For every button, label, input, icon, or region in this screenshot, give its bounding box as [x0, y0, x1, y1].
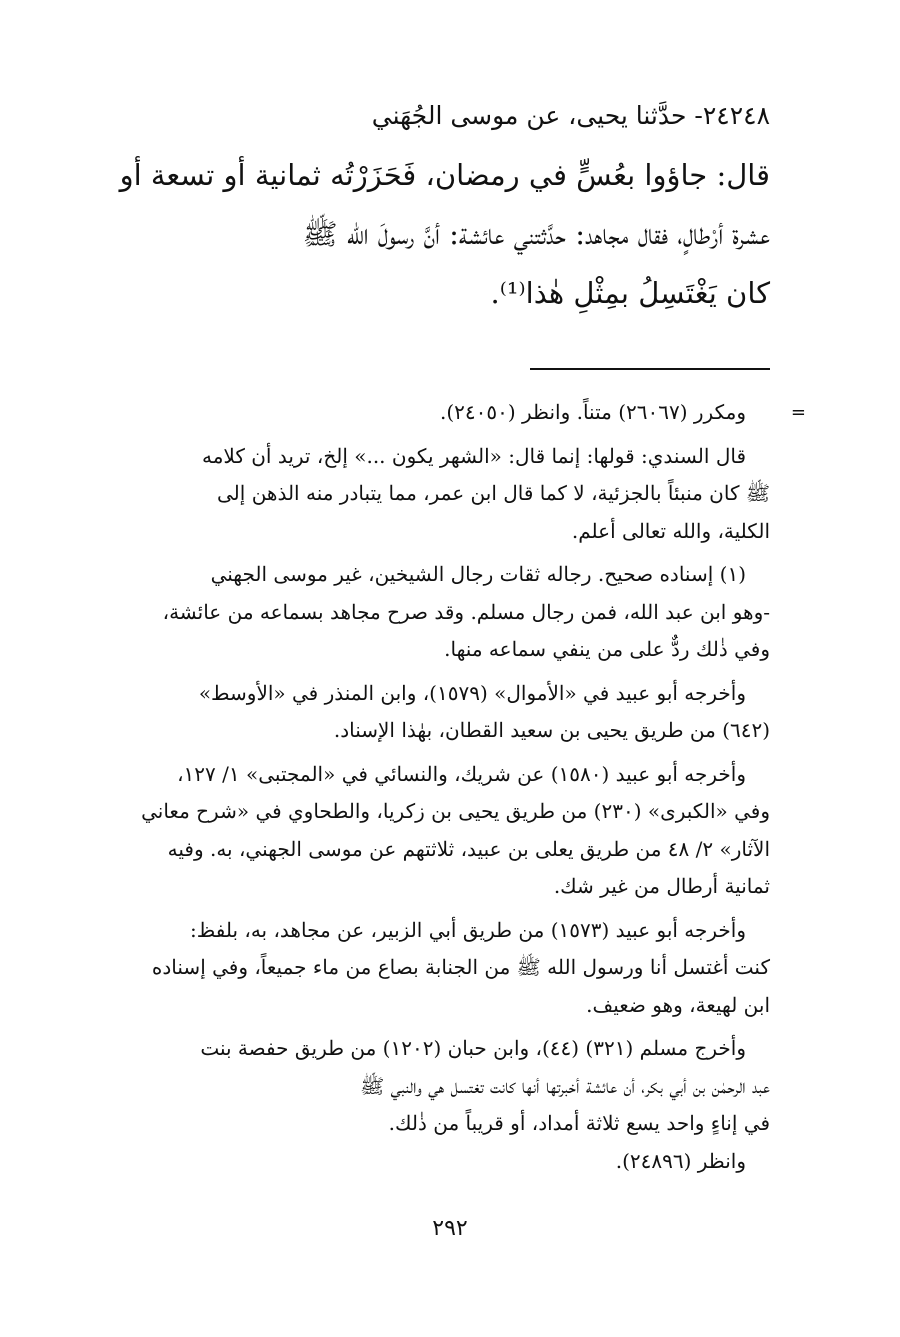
footnote-line: وانظر (٢٤٨٩٦). [615, 1148, 746, 1173]
hadith-line: قال: جاؤوا بعُسٍّ في رمضان، فَحَزَرْتُه ثمانية أو تسعة أو [119, 158, 770, 192]
footnote-paragraph [62, 1030, 770, 1180]
footnotes [62, 394, 806, 1186]
main-text [62, 96, 770, 323]
footnote-1 [62, 556, 770, 669]
footnote-line: ابن لهيعة، وهو ضعيف. [586, 992, 770, 1017]
footnote-line: وفي ذٰلك ردٌّ على من ينفي سماعه منها. [444, 637, 770, 661]
footnote-line: الآثار» ٢/ ٤٨ من طريق يعلى بن عبيد، ثلاثتهم عن موسى الجهني، به. وفيه [167, 836, 770, 861]
footnote-divider [530, 368, 770, 370]
footnote-paragraph [62, 912, 770, 1025]
hadith-heading: ٢٤٢٤٨- حدَّثنا يحيى، عن موسى الجُهَني [371, 101, 770, 130]
footnote-line: (١) إسناده صحيح. رجاله ثقات رجال الشيخين، غير موسى الجهني [210, 562, 746, 586]
footnote-line: وأخرج مسلم (٣٢١) (٤٤)، وابن حبان (١٢٠٢) من طريق حفصة بنت [200, 1036, 746, 1060]
footnote-line: وأخرجه أبو عبيد في «الأموال» (١٥٧٩)، وابن المنذر في «الأوسط» [198, 680, 746, 705]
footnote-line: كنت أغتسل أنا ورسول الله ﷺ من الجنابة بصاع من ماء جميعاً، وفي إسناده [151, 955, 770, 979]
footnote-paragraph [62, 675, 770, 750]
hadith-line: كان يَغْتَسِلُ بمِثْلِ هٰذا⁽¹⁾. [490, 276, 770, 310]
sindi-comment [62, 438, 770, 551]
footnote-line: ومكرر (٢٦٠٦٧) متناً. وانظر (٢٤٠٥٠). [439, 400, 746, 424]
footnote-continuation [62, 394, 806, 432]
footnote-line: ثمانية أرطال من غير شك. [553, 874, 770, 898]
hadith-line: عشرة أرْطالٍ، فقال مجاهد: حدَّثتني عائشة: أنَّ رسولَ الله ﷺ [302, 217, 770, 251]
footnote-line: (٦٤٢) من طريق يحيى بن سعيد القطان، بهٰذا الإسناد. [333, 718, 770, 742]
footnote-line: الكلية، والله تعالى أعلم. [571, 518, 770, 543]
hadith-body [62, 146, 770, 323]
footnote-line: وأخرجه أبو عبيد (١٥٧٣) من طريق أبي الزبير، عن مجاهد، به، بلفظ: [189, 917, 746, 942]
footnote-line: وأخرجه أبو عبيد (١٥٨٠) عن شريك، والنسائي في «المجتبى» ١/ ١٢٧، [177, 761, 746, 786]
footnote-line: في إناءٍ واحد يسع ثلاثة أمداد، أو قريباً من ذٰلك. [388, 1111, 770, 1135]
footnote-paragraph [62, 756, 770, 906]
footnote-line: ﷺ كان منبئاً بالجزئية، لا كما قال ابن عمر، مما يتبادر منه الذهن إلى [217, 481, 770, 505]
footnote-line: -وهو ابن عبد الله، فمن رجال مسلم. وقد صرح مجاهد بسماعه من عائشة، [162, 599, 770, 624]
continuation-mark: = [790, 402, 806, 423]
footnote-line: وفي «الكبرى» (٢٣٠) من طريق يحيى بن زكريا، والطحاوي في «شرح معاني [141, 799, 770, 823]
footnote-line: عبد الرحمٰن بن أبي بكر، أن عائشة أخبرتها أنها كانت تغتسل هي والنبي ﷺ [360, 1073, 770, 1098]
footnote-line: قال السندي: قولها: إنما قال: «الشهر يكون ...» إلخ، تريد أن كلامه [201, 443, 746, 468]
page-number: ٢٩٢ [432, 1216, 468, 1241]
